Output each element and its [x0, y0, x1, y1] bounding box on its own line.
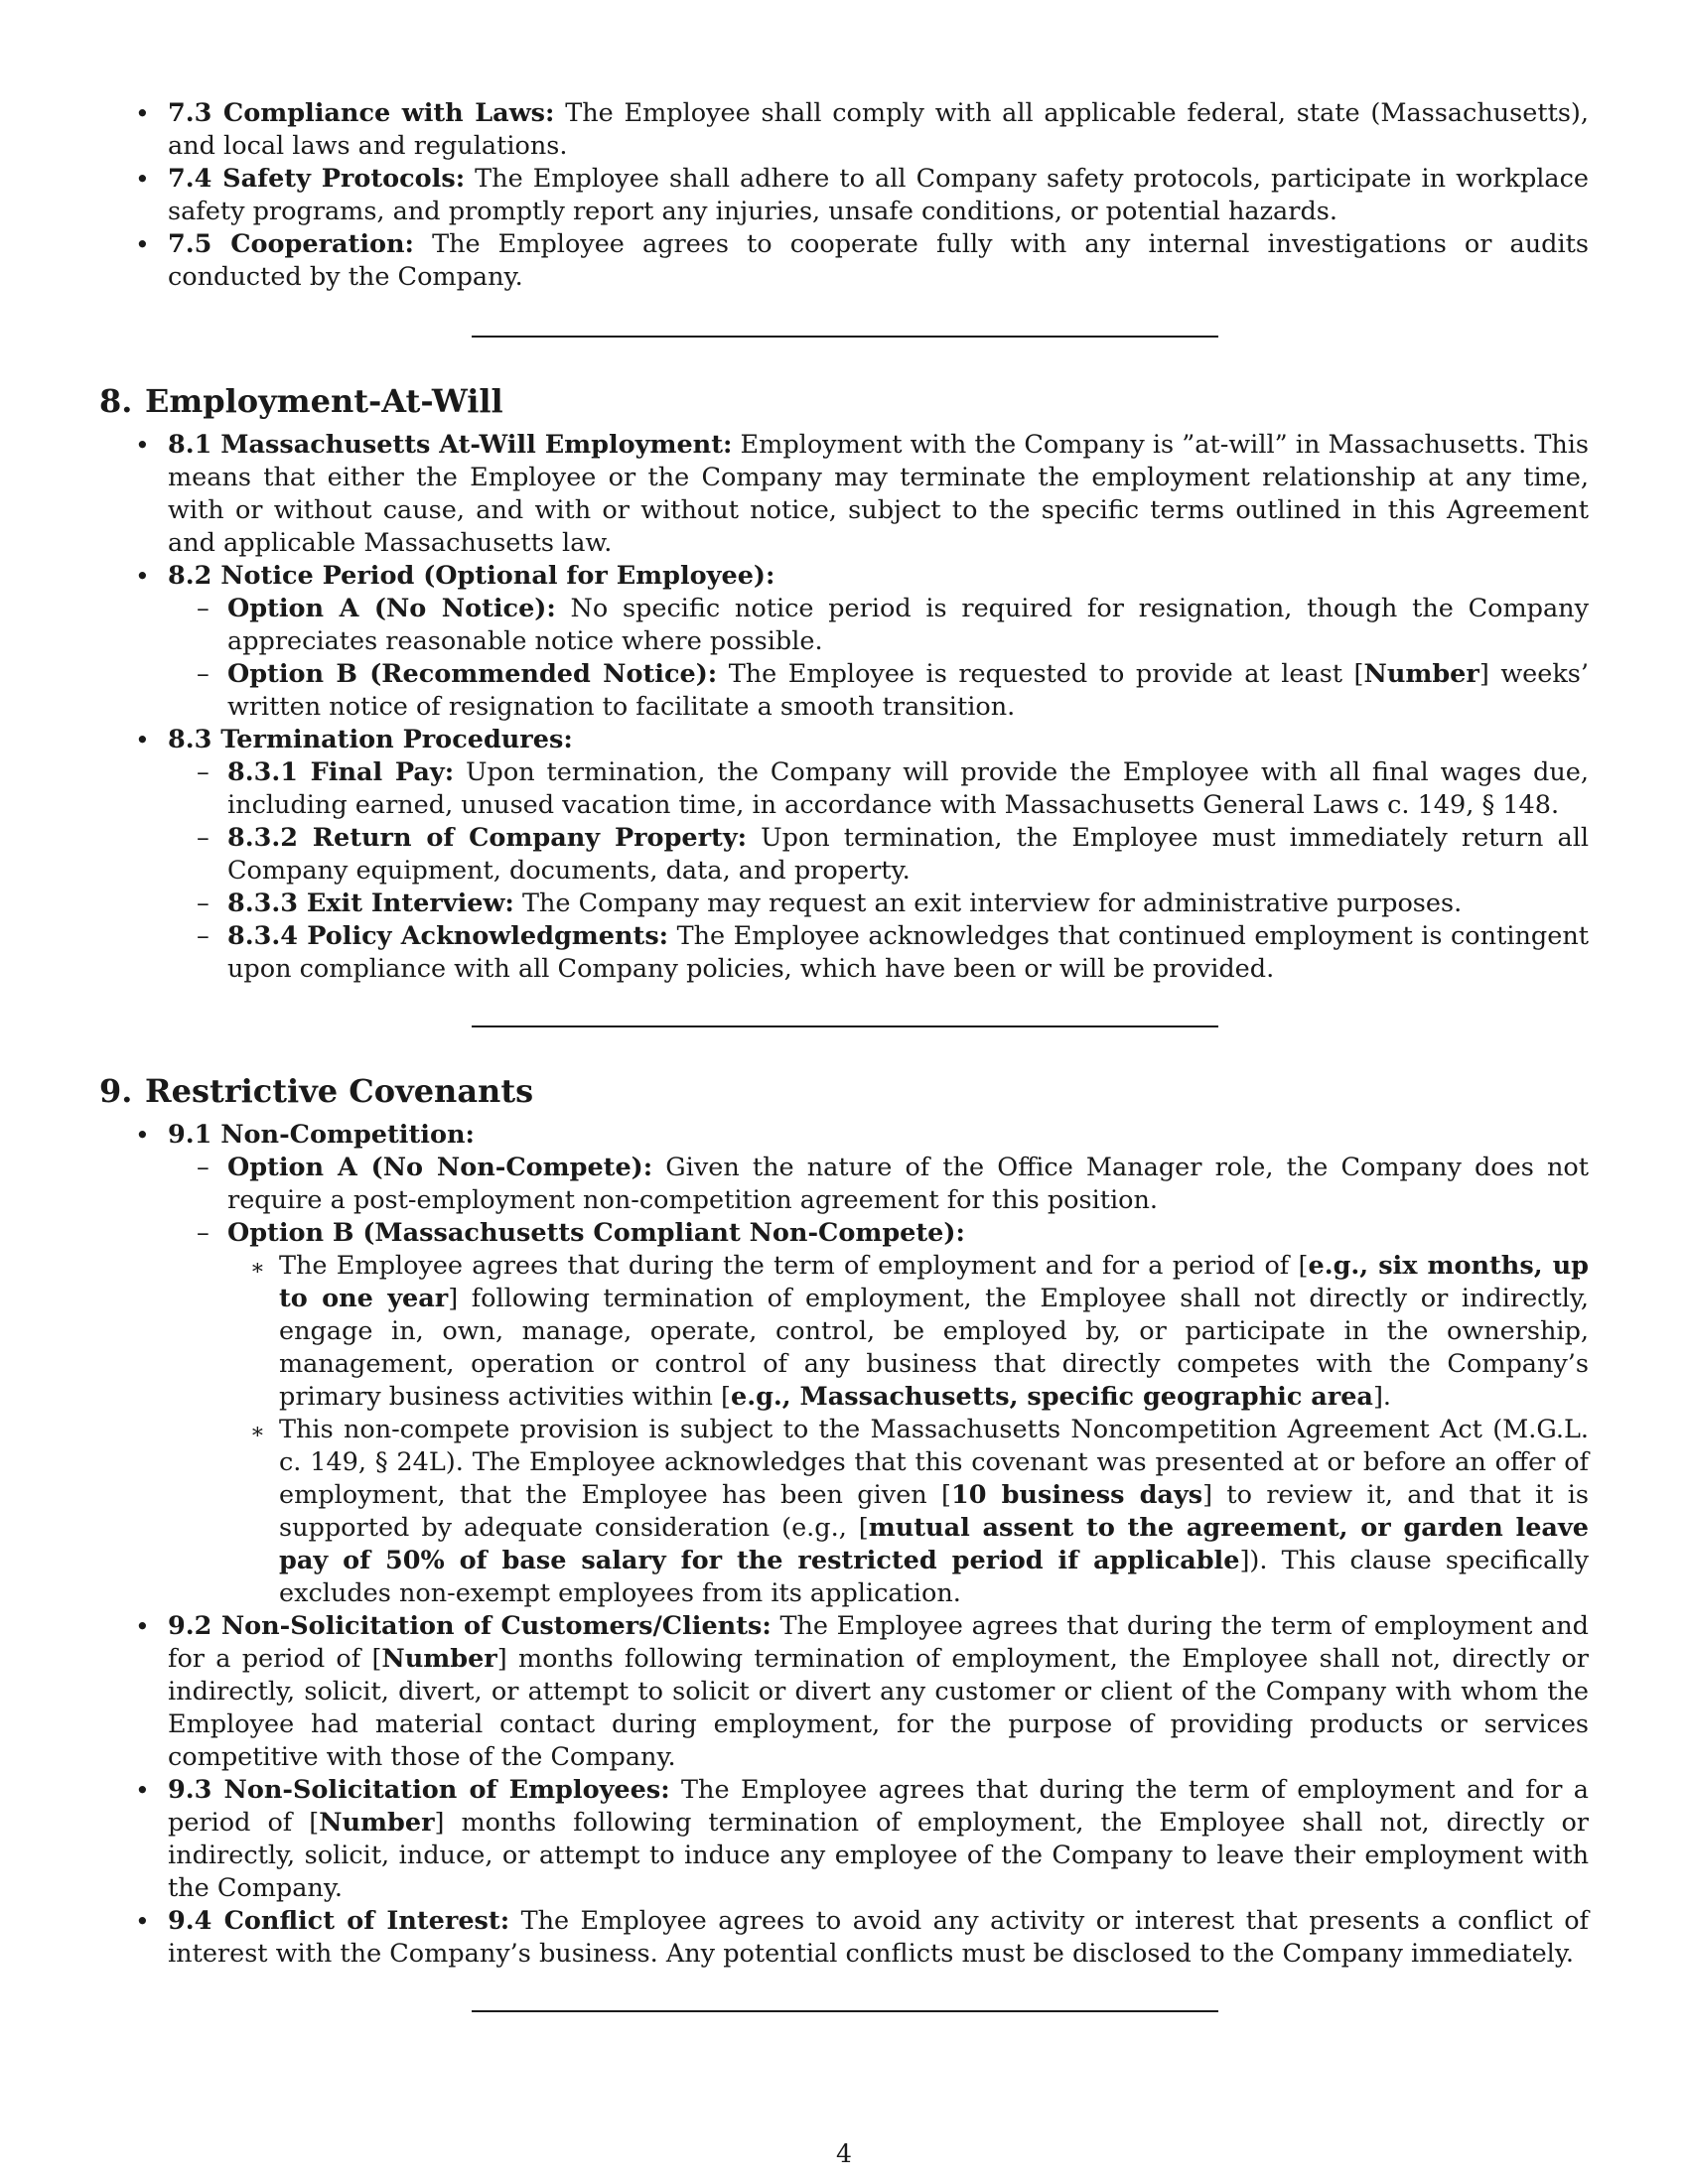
section-number: 9.: [99, 1072, 133, 1110]
list-item-9-4: [99, 1905, 1589, 1971]
list-item-7-4: [99, 163, 1589, 228]
item-text: The Employee acknowledges that continued employment is contingent upon compliance with all Company policies, which have been or will be provided.: [227, 921, 1589, 984]
section-title: Restrictive Covenants: [145, 1072, 534, 1110]
sub-sub-item-non-compete-terms: [99, 1250, 1589, 1414]
section-title: Employment-At-Will: [145, 382, 503, 420]
asterisk-icon: ∗: [250, 1256, 265, 1281]
item-text: ] months following termination of employment, the Employee shall not, directly or indirectly, solicit, induce, or attempt to induce any employee of the Company to leave their employment with the Company.: [168, 1808, 1589, 1903]
sub-item-8-3-2: [99, 822, 1589, 887]
page-number: 4: [836, 2139, 852, 2168]
sub-item-8-3-4: [99, 920, 1589, 986]
item-title: 8.2 Notice Period (Optional for Employee):: [168, 561, 775, 591]
item-text: Upon termination, the Company will provide the Employee with all final wages due, including earned, unused vacation time, in accordance with Massachusetts General Laws c. 149, § 148.: [227, 757, 1590, 820]
list-item-8-2: [99, 560, 1589, 593]
section-heading-8: [99, 381, 1589, 421]
sub-item-option-b: [99, 658, 1589, 724]
dash-icon: –: [197, 594, 210, 623]
list-item-7-3: [99, 97, 1589, 163]
list-item-8-3: [99, 724, 1589, 756]
item-title: Option B (Massachusetts Compliant Non-Compete):: [227, 1218, 965, 1248]
bullet-icon: •: [135, 230, 150, 259]
item-title: 9.1 Non-Competition:: [168, 1120, 475, 1150]
item-text: ]). This clause specifically excludes non-exempt employees from its application.: [279, 1546, 1589, 1608]
item-title: 9.4 Conflict of Interest:: [168, 1906, 510, 1936]
section-divider: [472, 336, 1218, 338]
item-text: ] to review it, and that it is supported by adequate consideration (e.g., [: [279, 1480, 1590, 1543]
sub-item-option-b: [99, 1217, 1589, 1250]
item-text: The Employee shall adhere to all Company safety protocols, participate in workplace safety programs, and promptly report any injuries, unsafe conditions, or potential hazards.: [168, 164, 1590, 226]
dash-icon: –: [197, 888, 210, 918]
item-text: Employment with the Company is ”at-will” in Massachusetts. This means that either the Employee or the Company may terminate the employment relationship at any time, with or without cause, and with or without notice, subject to the specific terms outlined in this Agreement and applicable Massachusetts law.: [168, 430, 1589, 558]
item-text: The Employee agrees to avoid any activity or interest that presents a conflict of interest with the Company’s business. Any potential conflicts must be disclosed to the Company immediately.: [168, 1906, 1589, 1969]
item-text: ] months following termination of employment, the Employee shall not, directly or indirectly, solicit, divert, or attempt to solicit or divert any customer or client of the Company with whom the Employee had material contact during employment, for the purpose of providing products or services competitive with those of the Company.: [168, 1644, 1589, 1772]
item-text: The Employee is requested to provide at least [: [717, 659, 1364, 689]
item-text: The Employee agrees that during the term of employment and for a period of [: [168, 1775, 1590, 1838]
page-content: [99, 97, 1589, 2012]
section-divider: [472, 2010, 1218, 2012]
item-text: The Employee agrees that during the term of employment and for a period of [: [168, 1611, 1589, 1674]
section-divider: [472, 1025, 1218, 1027]
dash-icon: –: [197, 921, 210, 951]
sub-item-8-3-1: [99, 756, 1589, 822]
section-number: 8.: [99, 382, 133, 420]
bullet-icon: •: [135, 99, 150, 128]
item-text: The Employee agrees that during the term of employment and for a period of [: [279, 1251, 1309, 1281]
item-title: 8.1 Massachusetts At-Will Employment:: [168, 430, 733, 460]
sub-item-8-3-3: [99, 887, 1589, 920]
bullet-icon: •: [135, 165, 150, 194]
item-text: ].: [1372, 1382, 1392, 1412]
dash-icon: –: [197, 659, 210, 689]
bullet-icon: •: [135, 1612, 150, 1641]
item-title: 7.5 Cooperation:: [168, 229, 414, 259]
placeholder-number: Number: [381, 1644, 497, 1674]
item-title: 8.3.4 Policy Acknowledgments:: [227, 921, 669, 951]
placeholder-area: e.g., Massachusetts, specific geographic area: [730, 1382, 1373, 1412]
item-text: The Company may request an exit interview for administrative purposes.: [513, 888, 1463, 918]
list-item-9-3: [99, 1774, 1589, 1905]
item-text: The Employee agrees to cooperate fully with any internal investigations or audits conducted by the Company.: [168, 229, 1589, 292]
placeholder-review-days: 10 business days: [951, 1480, 1203, 1510]
list-item-9-2: [99, 1610, 1589, 1774]
item-title: 9.2 Non-Solicitation of Customers/Clients:: [168, 1611, 772, 1641]
bullet-icon: •: [135, 1776, 150, 1805]
list-item-8-1: [99, 429, 1589, 560]
list-item-9-1: [99, 1119, 1589, 1152]
item-text: Given the nature of the Office Manager role, the Company does not require a post-employment non-competition agreement for this position.: [227, 1153, 1589, 1215]
dash-icon: –: [197, 757, 210, 787]
bullet-icon: •: [135, 562, 150, 591]
item-text: Upon termination, the Employee must immediately return all Company equipment, documents, data, and property.: [227, 823, 1590, 886]
item-title: Option A (No Notice):: [227, 594, 556, 623]
item-title: 8.3.3 Exit Interview:: [227, 888, 514, 918]
dash-icon: –: [197, 1153, 210, 1182]
placeholder-consideration: mutual assent to the agreement, or garden leave pay of 50% of base salary for the restricted period if applicable: [279, 1513, 1589, 1575]
list-item-7-5: [99, 228, 1589, 294]
bullet-icon: •: [135, 726, 150, 754]
sub-item-option-a: [99, 593, 1589, 658]
item-title: 8.3.2 Return of Company Property:: [227, 823, 748, 853]
item-text: ] following termination of employment, the Employee shall not directly or indirectly, engage in, own, manage, operate, control, be employed by, or participate in the ownership, management, operation or control of any business that directly competes with the Company’s primary business activities within [: [279, 1284, 1589, 1412]
placeholder-number: Number: [319, 1808, 435, 1838]
item-title: 8.3 Termination Procedures:: [168, 725, 573, 754]
item-text: ] weeks’ written notice of resignation to facilitate a smooth transition.: [227, 659, 1589, 722]
item-text: No specific notice period is required for resignation, though the Company appreciates reasonable notice where possible.: [227, 594, 1589, 656]
item-title: 7.4 Safety Protocols:: [168, 164, 466, 194]
dash-icon: –: [197, 823, 210, 853]
item-title: Option A (No Non-Compete):: [227, 1153, 653, 1182]
bullet-icon: •: [135, 1121, 150, 1150]
placeholder-number: Number: [1363, 659, 1479, 689]
item-title: 7.3 Compliance with Laws:: [168, 98, 555, 128]
bullet-icon: •: [135, 1907, 150, 1936]
item-title: Option B (Recommended Notice):: [227, 659, 718, 689]
sub-item-option-a: [99, 1152, 1589, 1217]
section-heading-9: [99, 1071, 1589, 1111]
item-title: 9.3 Non-Solicitation of Employees:: [168, 1775, 670, 1805]
asterisk-icon: ∗: [250, 1420, 265, 1444]
item-text: The Employee shall comply with all applicable federal, state (Massachusetts), and local laws and regulations.: [168, 98, 1589, 161]
item-title: 8.3.1 Final Pay:: [227, 757, 455, 787]
bullet-icon: •: [135, 431, 150, 460]
placeholder-period: e.g., six months, up to one year: [279, 1251, 1589, 1313]
sub-sub-item-non-compete-act: [99, 1414, 1589, 1610]
item-text: This non-compete provision is subject to the Massachusetts Noncompetition Agreement Act (M.G.L. c. 149, § 24L). The Employee acknowledges that this covenant was presented at or before an offer of employment, that the Employee has been given [: [279, 1415, 1589, 1510]
dash-icon: –: [197, 1218, 210, 1248]
